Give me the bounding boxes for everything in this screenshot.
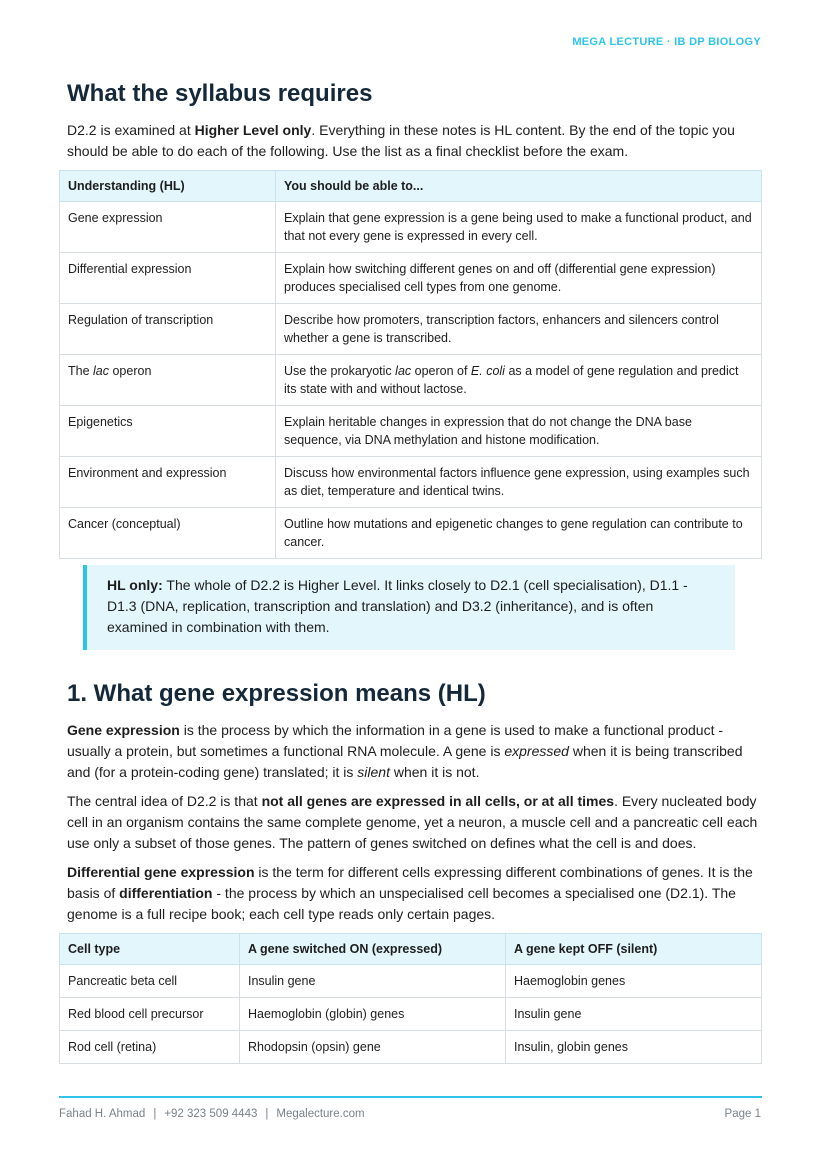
table-row [60, 457, 762, 508]
bold-term: Differential gene expression [67, 864, 255, 880]
table-row [60, 965, 762, 998]
cell-italic: lac [93, 364, 109, 378]
bold-term: differentiation [119, 885, 213, 901]
cell-text: operon of [411, 364, 471, 378]
cell-text: as a model of gene regulation and predict its state with and without lactose. [284, 364, 739, 396]
understanding-cell: Cancer (conceptual) [60, 508, 276, 559]
intro-text: D2.2 is examined at [67, 122, 195, 138]
footer-site: Megalecture.com [276, 1108, 365, 1120]
ability-cell: Describe how promoters, transcription factors, enhancers and silencers control whether a gene is transcribed. [276, 304, 762, 355]
page-content [67, 78, 762, 1064]
cell-italic: E. coli [470, 364, 505, 378]
table-header-row [60, 934, 762, 965]
ability-cell: Outline how mutations and epigenetic changes to gene regulation can contribute to cancer. [276, 508, 762, 559]
header-brand: MEGA LECTURE · IB DP BIOLOGY [572, 36, 761, 48]
column-header: A gene switched ON (expressed) [240, 934, 506, 965]
table-row [60, 406, 762, 457]
syllabus-intro [67, 120, 762, 162]
table-cell: Insulin gene [240, 965, 506, 998]
column-header: You should be able to... [276, 171, 762, 202]
paragraph-text: The central idea of D2.2 is that [67, 793, 262, 809]
section-title-gene-expression: 1. What gene expression means (HL) [67, 680, 486, 707]
column-header: A gene kept OFF (silent) [506, 934, 762, 965]
bold-term: not all genes are expressed in all cells, or at all times [261, 793, 615, 809]
column-header: Cell type [60, 934, 240, 965]
intro-text: . Everything in these notes is HL content. By the end of the topic you should be able to do each of the following. Use the list as a final checklist before the exam. [67, 122, 735, 159]
table-row [60, 998, 762, 1031]
italic-term: silent [357, 764, 390, 780]
paragraph-text: is the process by which the information in a gene is used to make a functional product - usually a protein, but sometimes a functional RNA molecule. A gene is [67, 722, 724, 759]
ability-cell: Explain that gene expression is a gene being used to make a functional product, and that not every gene is expressed in every cell. [276, 202, 762, 253]
column-header: Understanding (HL) [60, 171, 276, 202]
cell-type-table [59, 933, 762, 1064]
table-cell: Haemoglobin (globin) genes [240, 998, 506, 1031]
callout-text: The whole of D2.2 is Higher Level. It links closely to D2.1 (cell specialisation), D1.1 - D1.3 (DNA, replication, transcription and translation) and D3.2 (inheritance), and is often examined in combination with them. [107, 577, 688, 635]
table-row [60, 508, 762, 559]
paragraph [67, 720, 762, 783]
callout-label: HL only: [107, 577, 163, 593]
cell-italic: lac [395, 364, 412, 378]
footer-author: Fahad H. Ahmad [59, 1108, 146, 1120]
cell-text: operon [109, 364, 152, 378]
paragraph-text: when it is not. [389, 764, 480, 780]
intro-bold: Higher Level only [194, 122, 312, 138]
table-row [60, 253, 762, 304]
understanding-cell [60, 355, 276, 406]
paragraph-text: is the term for different cells expressing different combinations of genes. It is the basis of [67, 864, 753, 901]
table-cell: Haemoglobin genes [506, 965, 762, 998]
table-cell: Insulin, globin genes [506, 1031, 762, 1064]
bold-term: Gene expression [67, 722, 180, 738]
syllabus-table [59, 170, 762, 559]
footer-contact [59, 1108, 365, 1120]
understanding-cell: Differential expression [60, 253, 276, 304]
section-title-syllabus: What the syllabus requires [67, 80, 373, 107]
understanding-cell: Regulation of transcription [60, 304, 276, 355]
understanding-cell: Environment and expression [60, 457, 276, 508]
footer-divider [59, 1096, 762, 1098]
table-cell: Rhodopsin (opsin) gene [240, 1031, 506, 1064]
table-row [60, 1031, 762, 1064]
paragraph-text: . Every nucleated body cell in an organism contains the same complete genome, yet a neuron, a muscle cell and a pancreatic cell each use only a subset of those genes. The pattern of genes switched on defines what the cell is and does. [67, 793, 758, 851]
table-cell: Rod cell (retina) [60, 1031, 240, 1064]
footer-separator: | [265, 1108, 269, 1120]
paragraph [67, 862, 762, 925]
table-row [60, 202, 762, 253]
table-cell: Red blood cell precursor [60, 998, 240, 1031]
understanding-cell: Gene expression [60, 202, 276, 253]
understanding-cell: Epigenetics [60, 406, 276, 457]
cell-text: Use the prokaryotic [284, 364, 396, 378]
ability-cell: Explain heritable changes in expression that do not change the DNA base sequence, via DNA methylation and histone modification. [276, 406, 762, 457]
ability-cell: Discuss how environmental factors influence gene expression, using examples such as diet, temperature and identical twins. [276, 457, 762, 508]
paragraph [67, 791, 762, 854]
paragraph-text: - the process by which an unspecialised cell becomes a specialised one (D2.1). The genome is a full recipe book; each cell type reads only certain pages. [67, 885, 736, 922]
ability-cell: Explain how switching different genes on and off (differential gene expression) produces specialised cell types from one genome. [276, 253, 762, 304]
footer-separator: | [153, 1108, 157, 1120]
table-header-row [60, 171, 762, 202]
table-row [60, 304, 762, 355]
footer-phone: +92 323 509 4443 [164, 1108, 258, 1120]
table-cell: Insulin gene [506, 998, 762, 1031]
hl-callout [83, 565, 735, 650]
table-cell: Pancreatic beta cell [60, 965, 240, 998]
italic-term: expressed [504, 743, 569, 759]
paragraph-text: when it is being transcribed and (for a protein-coding gene) translated; it is [67, 743, 743, 780]
table-row [60, 355, 762, 406]
page-number: Page 1 [724, 1108, 761, 1120]
cell-text: The [68, 364, 94, 378]
ability-cell [276, 355, 762, 406]
